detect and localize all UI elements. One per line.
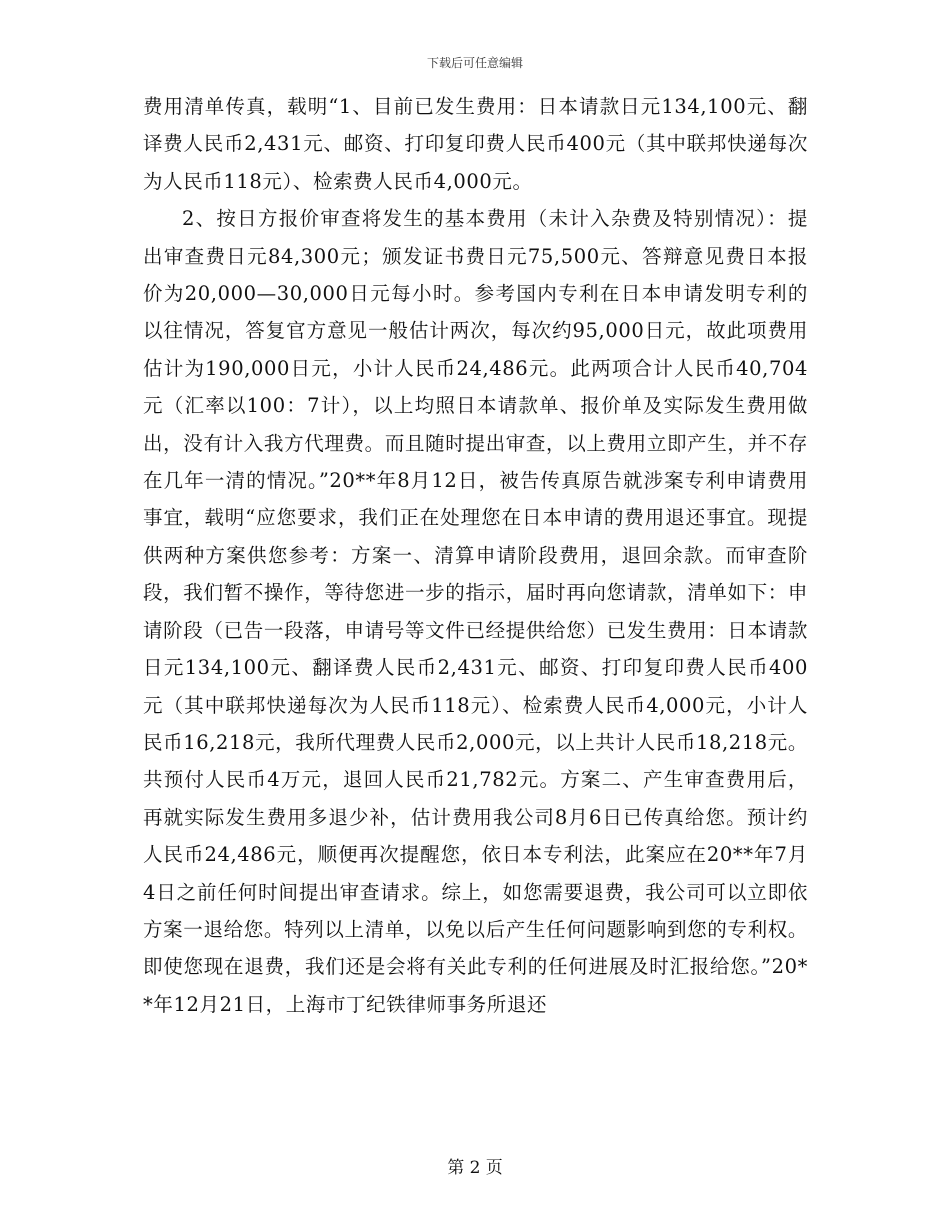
page-header: 下载后可任意编辑 bbox=[426, 56, 523, 70]
page-number: 第 2 页 bbox=[447, 1158, 503, 1178]
document-body bbox=[143, 88, 808, 1023]
paragraph-2: 2、按日方报价审查将发生的基本费用（未计入杂费及特别情况）：提出审查费日元84,300元；颁发证书费日元75,500元、答辩意见费日本报价为20,000—30,000日元每小时。参考国内专利在日本申请发明专利的以往情况，答复官方意见一般估计两次，每次约95,000日元，故此项费用估计为190,000日元，小计人民币24,486元。此两项合计人民币40,704元（汇率以100：7计），以上均照日本请款单、报价单及实际发生费用做出，没有计入我方代理费。而且随时提出审查，以上费用立即产生，并不存在几年一清的情况。”20**年8月12日，被告传真原告就涉案专利申请费用事宜，载明“应您要求，我们正在处理您在日本申请的费用退还事宜。现提供两种方案供您参考：方案一、清算申请阶段费用，退回余款。而审查阶段，我们暂不操作，等待您进一步的指示，届时再向您请款，清单如下：申请阶段（已告一段落，申请号等文件已经提供给您）已发生费用：日本请款日元134,100元、翻译费人民币2,431元、邮资、打印复印费人民币400元（其中联邦快递每次为人民币118元）、检索费人民币4,000元，小计人民币16,218元，我所代理费人民币2,000元，以上共计人民币18,218元。共预付人民币4万元，退回人民币21,782元。方案二、产生审查费用后，再就实际发生费用多退少补，估计费用我公司8月6日已传真给您。预计约人民币24,486元，顺便再次提醒您，依日本专利法，此案应在20**年7月4日之前任何时间提出审查请求。综上，如您需要退费，我公司可以立即依方案一退给您。特列以上清单，以免以后产生任何问题影响到您的专利权。即使您现在退费，我们还是会将有关此专利的任何进展及时汇报给您。”20**年12月21日，上海市丁纪铁律师事务所退还 bbox=[143, 207, 808, 1016]
paragraph-1: 费用清单传真，载明“1、目前已发生费用：日本请款日元134,100元、翻译费人民币2,431元、邮资、打印复印费人民币400元（其中联邦快递每次为人民币118元）、检索费人民币4,000元。 bbox=[143, 95, 808, 193]
